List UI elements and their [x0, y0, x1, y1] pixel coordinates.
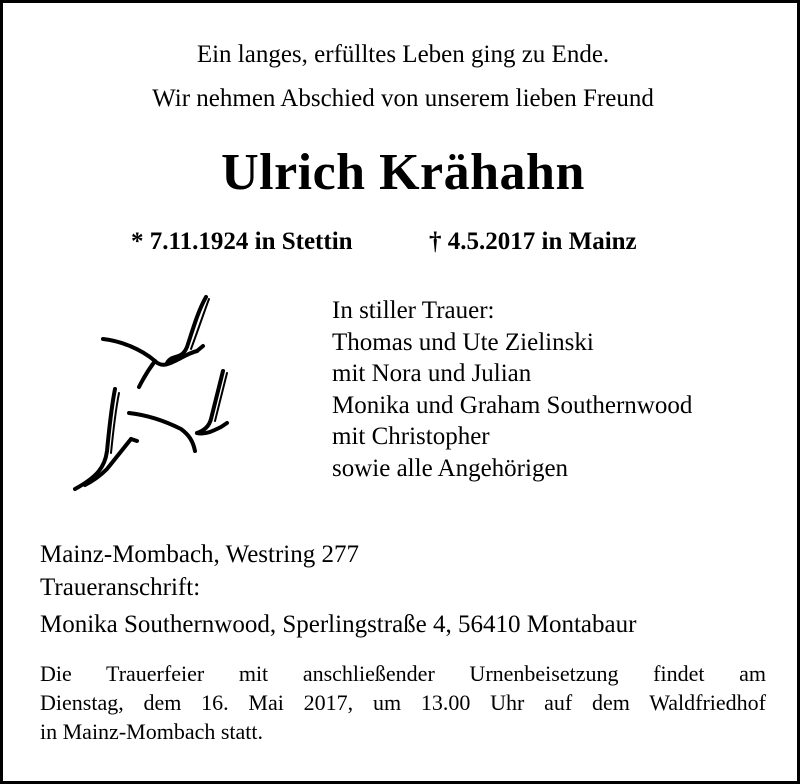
mourner-line: mit Christopher: [332, 423, 490, 450]
mourning-address: Monika Southernwood, Sperlingstraße 4, 56410 Montabaur: [40, 611, 637, 638]
notice-line-1: Die Trauerfeier mit anschließender Urnenbeisetzung findet am: [40, 661, 766, 686]
mourners-heading: In stiller Trauer:: [332, 297, 495, 324]
intro-line-1: Ein langes, erfülltes Leben ging zu Ende.: [196, 41, 610, 68]
funeral-notice: [40, 659, 766, 746]
mourner-line: mit Nora und Julian: [332, 360, 532, 387]
bird-right-icon: [129, 371, 227, 451]
deceased-name: Ulrich Krähahn: [221, 144, 585, 201]
notice-line-3: in Mainz-Mombach statt.: [40, 719, 264, 744]
mourners-list: [332, 295, 692, 484]
mourner-line: sowie alle Angehörigen: [332, 454, 569, 482]
birth-date: * 7.11.1924 in Stettin: [131, 228, 353, 255]
residence-address: Mainz-Mombach, Westring 277: [40, 541, 359, 568]
mourner-line: Thomas und Ute Zielinski: [332, 328, 594, 356]
death-date: † 4.5.2017 in Mainz: [429, 228, 637, 255]
mourning-address-label: Traueranschrift:: [40, 574, 201, 601]
bird-top-icon: [103, 297, 209, 387]
flying-birds-icon: [63, 291, 263, 501]
mourner-line: Monika und Graham Southernwood: [332, 391, 693, 419]
notice-line-2: Dienstag, dem 16. Mai 2017, um 13.00 Uhr auf dem Waldfriedhof: [40, 690, 766, 715]
intro-line-2: Wir nehmen Abschied von unserem lieben Freund: [152, 85, 654, 112]
bird-left-icon: [75, 389, 137, 489]
